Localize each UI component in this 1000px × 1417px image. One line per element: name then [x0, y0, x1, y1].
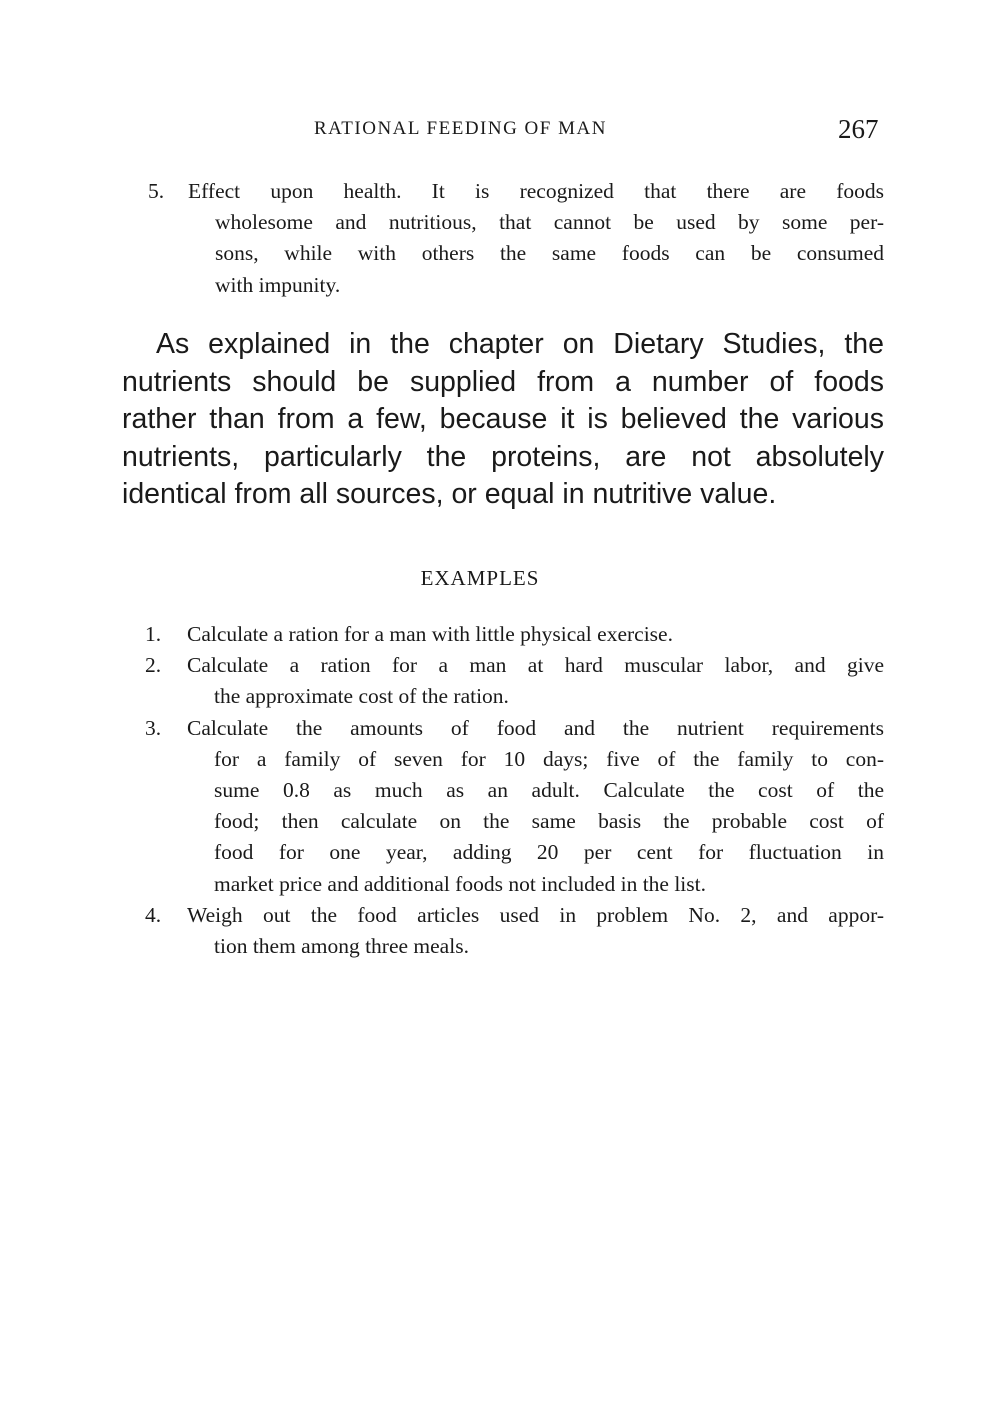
body-paragraph	[122, 326, 884, 514]
text-line: identical from all sources, or equal in nutritive value.	[122, 478, 777, 511]
running-title: RATIONAL FEEDING OF MAN	[314, 118, 607, 139]
list-item-5	[148, 176, 884, 301]
text-line: Calculate a ration for a man at hard muscular labor, and give	[187, 653, 884, 678]
item-number: 4.	[145, 902, 162, 927]
text-line: tion them among three meals.	[214, 934, 469, 959]
text-line: the approximate cost of the ration.	[214, 684, 509, 709]
item-number: 1.	[145, 622, 162, 646]
example-item	[145, 619, 884, 650]
text-line: food; then calculate on the same basis the probable cost of	[214, 809, 884, 834]
text-line: with impunity.	[215, 272, 341, 297]
text-line: for a family of seven for 10 days; five of the family to con-	[214, 746, 884, 771]
text-line: As explained in the chapter on Dietary Studies, the	[156, 328, 884, 360]
examples-list	[145, 619, 884, 962]
text-line: rather than from a few, because it is believed the various	[122, 403, 884, 436]
text-line: Effect upon health. It is recognized that there are foods	[188, 179, 884, 203]
item-number: 5.	[148, 179, 165, 203]
text-line: Weigh out the food articles used in problem No. 2, and appor-	[187, 902, 884, 927]
section-heading: EXAMPLES	[420, 566, 540, 590]
example-item	[145, 650, 884, 712]
item-number: 3.	[145, 715, 162, 740]
text-line: nutrients should be supplied from a number of foods	[122, 365, 884, 398]
example-item	[145, 713, 884, 900]
page-number: 267	[838, 114, 879, 144]
example-item	[145, 900, 884, 962]
text-line: wholesome and nutritious, that cannot be used by some per-	[215, 210, 884, 235]
running-header	[0, 114, 1000, 144]
text-line: food for one year, adding 20 per cent for fluctuation in	[214, 840, 884, 865]
text-line: sume 0.8 as much as an adult. Calculate the cost of the	[214, 778, 884, 803]
text-line: sons, while with others the same foods can be consumed	[215, 241, 884, 266]
text-line: Calculate a ration for a man with little physical exercise.	[187, 622, 673, 646]
text-line: nutrients, particularly the proteins, are not absolutely	[122, 440, 884, 473]
text-line: Calculate the amounts of food and the nutrient requirements	[187, 715, 884, 740]
text-line: market price and additional foods not included in the list.	[214, 871, 706, 896]
item-number: 2.	[145, 653, 162, 678]
